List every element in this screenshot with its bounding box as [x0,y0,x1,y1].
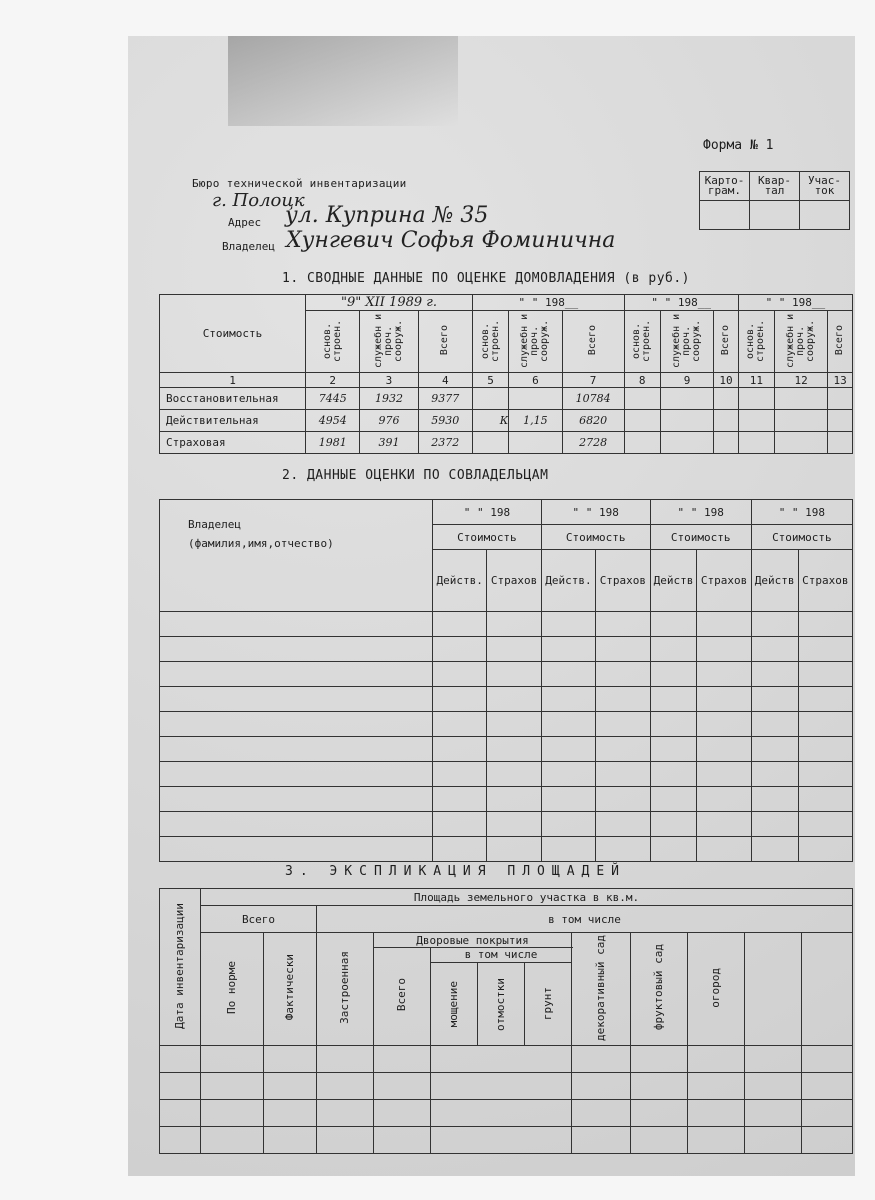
table-cell: 7445 [306,388,360,410]
table-cell [828,410,853,432]
table-row [160,662,853,687]
col-number: 1 [160,373,306,388]
subcol-header: служебн и проч. сооруж. [509,311,562,373]
table-cell: 1981 [306,432,360,454]
col-number: 8 [624,373,660,388]
section2-title: 2. ДАННЫЕ ОЦЕНКИ ПО СОВЛАДЕЛЬЦАМ [282,468,549,483]
table-row [160,737,853,762]
table-cell: 6820 [562,410,624,432]
table-cell: 1932 [360,388,418,410]
empty-header [745,933,802,1046]
subcol-header: Всего [562,311,624,373]
plot-area-header: Площадь земельного участка в кв.м. [201,889,853,906]
table-cell [714,432,739,454]
yard-cover-header: Дворовые покрытия [374,933,572,948]
table-cell [828,388,853,410]
table-cell [473,432,509,454]
table-cell [473,388,509,410]
date-header: " " 198 [541,500,650,525]
col-number: 13 [828,373,853,388]
col-number: 4 [418,373,472,388]
owner-header: Владелец [188,518,241,531]
date-header: " " 198 [650,500,751,525]
col-number: 3 [360,373,418,388]
subcol-header: Страхов [487,550,541,612]
table-cell: 391 [360,432,418,454]
address-handwritten: ул. Куприна № 35 [285,203,489,228]
cost-header: Стоимость [541,525,650,550]
table-cell: 1,15 [509,410,562,432]
total2-header: Всего [374,948,431,1046]
table-row [160,1100,853,1127]
table-row [160,1127,853,1154]
table-cell [714,388,739,410]
section1-title: 1. СВОДНЫЕ ДАННЫЕ ПО ОЦЕНКЕ ДОМОВЛАДЕНИЯ (в руб.) [282,271,691,286]
soil-header: грунт [541,987,554,1021]
date-header: " " 198__ [738,295,852,311]
table-cell: 9377 [418,388,472,410]
date-header: " " 198__ [473,295,625,311]
table-row [160,787,853,812]
subcol-header: основ. строен. [738,311,774,373]
table-cell [774,410,827,432]
subcol-header: Страхов [596,550,650,612]
subcol-header: Действ. [541,550,595,612]
date-header: " " 198 [433,500,542,525]
subcol-header: основ. строен. [624,311,660,373]
form-number: Форма № 1 [703,138,774,153]
address-label: Адрес [228,216,262,229]
by-norm-header: По норме [201,933,264,1046]
section3-title: 3. ЭКСПЛИКАЦИЯ ПЛОЩАДЕЙ [285,864,627,879]
table-cell: К [473,410,509,432]
area-explication-table [159,888,853,1154]
bureau-title: Бюро технической инвентаризации [192,177,407,190]
subcol-header: основ. строен. [306,311,360,373]
co-owners-table [159,499,853,862]
date-inv-header: Дата инвентаризации [160,889,201,1046]
table-cell [509,432,562,454]
table-cell: 10784 [562,388,624,410]
total-header: Всего [201,906,317,933]
col-number: 9 [660,373,713,388]
actual-header: Фактически [264,933,317,1046]
row-label: Действительная [160,410,306,432]
table-cell: 976 [360,410,418,432]
table-cell [774,388,827,410]
row-label: Восстановительная [160,388,306,410]
date-header: " " 198__ [624,295,738,311]
cost-header: Стоимость [160,295,306,373]
subcol-header: Всего [418,311,472,373]
cost-header: Стоимость [433,525,542,550]
owner-handwritten: Хунгевич Софья Фоминична [286,228,616,253]
table-row [160,1046,853,1073]
table-cell [774,432,827,454]
table-row [160,712,853,737]
cost-header: Стоимость [650,525,751,550]
including-header: в том числе [317,906,853,933]
empty-header [802,933,853,1046]
table-cell [738,410,774,432]
city-handwritten: г. Полоцк [212,190,305,211]
kkv-value [700,201,750,230]
table-cell: 2728 [562,432,624,454]
date-header: " " 198 [751,500,852,525]
table-cell [714,410,739,432]
paving-header: мощение [431,963,478,1045]
decor-garden-header: декоративный сад [572,933,631,1046]
col-number: 5 [473,373,509,388]
built-header: Застроенная [317,933,374,1046]
kkv-value [800,201,850,230]
table-cell [660,388,713,410]
table-cell [624,388,660,410]
kkv-value [750,201,800,230]
table-cell [624,410,660,432]
fruit-garden-header: фруктовый сад [631,933,688,1046]
kkv-header: Квар-тал [750,172,800,201]
kkv-header: Карто-грам. [700,172,750,201]
table-row [160,612,853,637]
table-cell: 2372 [418,432,472,454]
col-number: 10 [714,373,739,388]
table-cell [660,432,713,454]
table-cell [660,410,713,432]
table-row [160,687,853,712]
col-number: 11 [738,373,774,388]
row-label: Страховая [160,432,306,454]
subcol-header: Страхов [697,550,751,612]
table-cell [738,388,774,410]
col-number: 12 [774,373,827,388]
subcol-header: Всего [828,311,853,373]
summary-valuation-table [159,294,853,454]
owner-label: Владелец [222,240,275,253]
scan-shadow [228,36,458,126]
subcol-header: Страхов [798,550,852,612]
cartogram-block-table [699,171,850,230]
subcol-header: основ. строен. [473,311,509,373]
table-cell [624,432,660,454]
subcol-header: служебн и проч. сооруж. [660,311,713,373]
table-cell [738,432,774,454]
date-header: "9" XII 1989 г. [306,295,473,311]
table-row [160,812,853,837]
subcol-header: Всего [714,311,739,373]
including2-header: в том числе [431,948,571,963]
table-cell [509,388,562,410]
subcol-header: Действ. [433,550,487,612]
table-cell: 5930 [418,410,472,432]
kkv-header: Учас-ток [800,172,850,201]
table-cell [828,432,853,454]
blind-area-header: отмостки [478,963,525,1045]
vegetable-header: огород [688,933,745,1046]
subcol-header: Действ [650,550,697,612]
including2-block [431,948,572,1046]
col-number: 6 [509,373,562,388]
table-cell: 4954 [306,410,360,432]
table-row [160,637,853,662]
col-number: 7 [562,373,624,388]
owner-subheader: (фамилия,имя,отчество) [188,537,334,550]
subcol-header: Действ [751,550,798,612]
table-row [160,837,853,862]
cost-header: Стоимость [751,525,852,550]
subcol-header: служебн и проч. сооруж. [774,311,827,373]
subcol-header: служебн и проч. сооруж. [360,311,418,373]
table-row [160,1073,853,1100]
owner-header-cell [160,500,433,612]
col-number: 2 [306,373,360,388]
table-row [160,762,853,787]
